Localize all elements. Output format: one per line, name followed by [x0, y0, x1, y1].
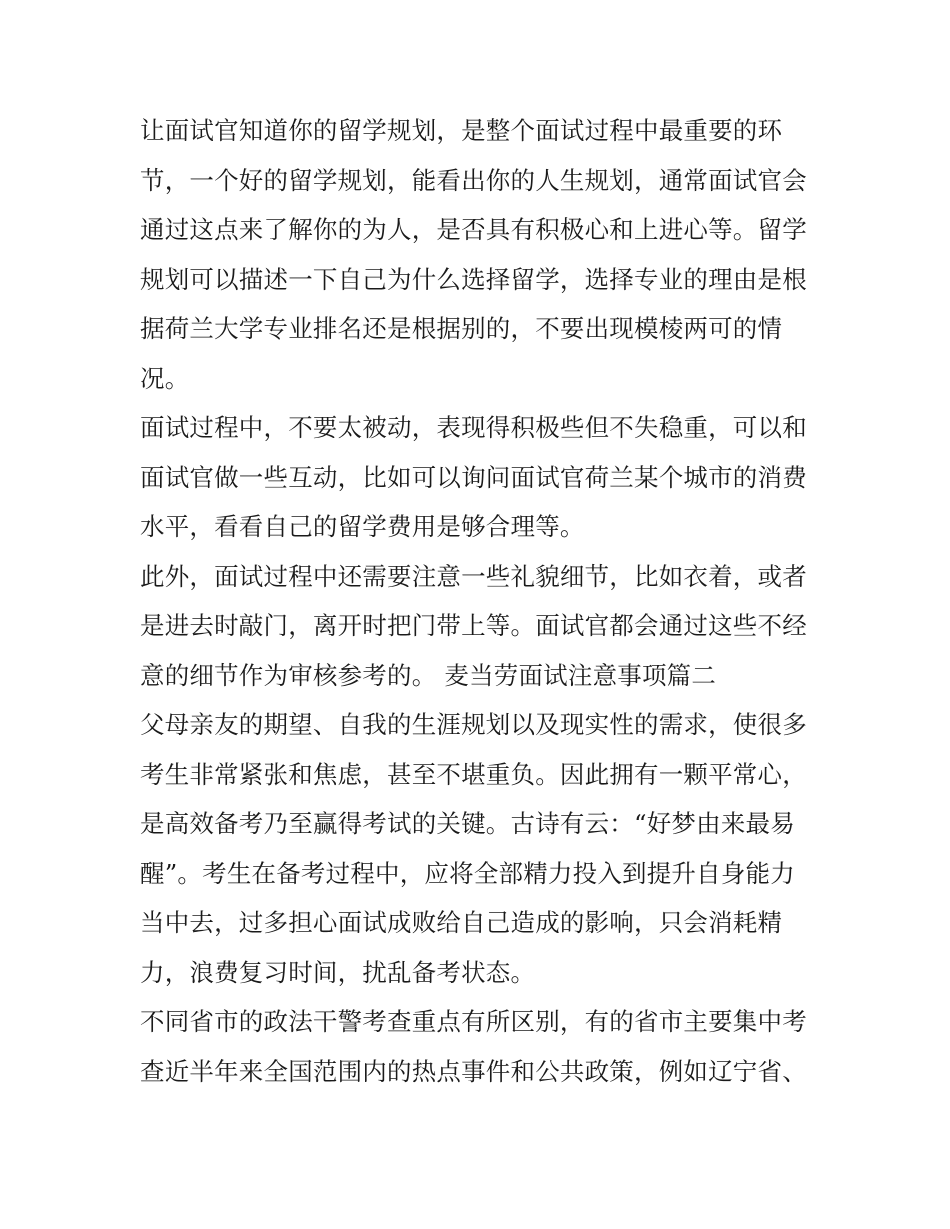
text-line: 查近半年来全国范围内的热点事件和公共政策，例如辽宁省、 [140, 1056, 807, 1086]
text-line: 考生非常紧张和焦虑，甚至不堪重负。因此拥有一颗平常心， [140, 759, 807, 789]
text-line: 醒”。考生在备考过程中，应将全部精力投入到提升自身能力 [140, 858, 795, 888]
text-line: 此外，面试过程中还需要注意一些礼貌细节，比如衣着，或者 [140, 561, 807, 591]
text-line: 是进去时敲门，离开时把门带上等。面试官都会通过这些不经 [140, 611, 807, 640]
text-line: 让面试官知道你的留学规划，是整个面试过程中最重要的环 [140, 116, 783, 145]
text-line: 面试过程中，不要太被动，表现得积极些但不失稳重，可以和 [140, 413, 807, 442]
text-line: 通过这点来了解你的为人，是否具有积极心和上进心等。留学 [140, 215, 807, 244]
text-line: 是高效备考乃至赢得考试的关键。古诗有云：“好梦由来最易 [140, 809, 795, 838]
text-line: 力，浪费复习时间，扰乱备考状态。 [140, 957, 536, 987]
text-line: 况。 [140, 363, 190, 393]
text-line: 节，一个好的留学规划，能看出你的人生规划，通常面试官会 [140, 165, 807, 195]
text-line: 父母亲友的期望、自我的生涯规划以及现实性的需求，使很多 [140, 710, 807, 739]
text-line: 据荷兰大学专业排名还是根据别的，不要出现模棱两可的情 [140, 314, 783, 343]
text-line: 水平，看看自己的留学费用是够合理等。 [140, 512, 585, 541]
text-line: 意的细节作为审核参考的。 麦当劳面试注意事项篇二 [140, 660, 717, 690]
document-body [140, 106, 820, 1096]
text-line: 规划可以描述一下自己为什么选择留学，选择专业的理由是根 [140, 264, 807, 294]
text-line: 不同省市的政法干警考查重点有所区别，有的省市主要集中考 [140, 1007, 807, 1036]
text-line: 当中去，过多担心面试成败给自己造成的影响，只会消耗精 [140, 908, 783, 937]
text-line: 面试官做一些互动，比如可以询问面试官荷兰某个城市的消费 [140, 462, 807, 492]
